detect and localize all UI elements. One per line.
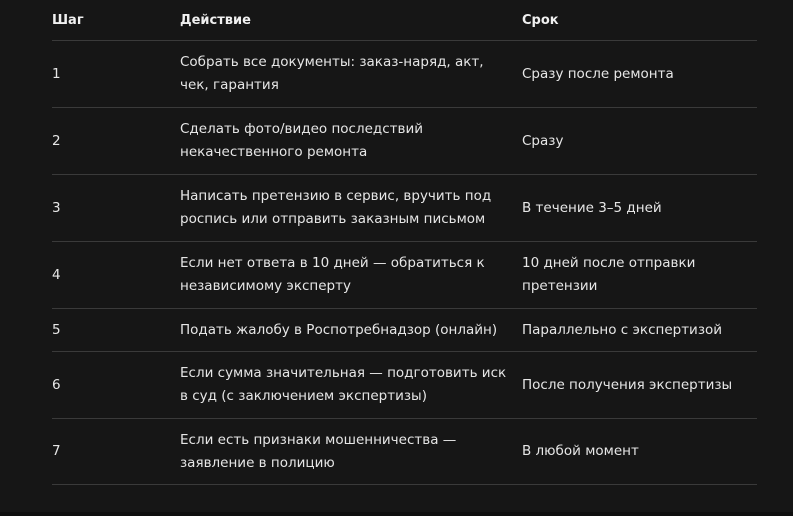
step-action: Если есть признаки мошенничества — заявление в полицию bbox=[180, 431, 457, 471]
step-number: 7 bbox=[52, 443, 61, 459]
step-term: Параллельно с экспертизой bbox=[522, 321, 723, 338]
table-row bbox=[52, 352, 757, 419]
header-term: Срок bbox=[522, 12, 559, 28]
step-term: В любой момент bbox=[522, 443, 639, 459]
bottom-edge bbox=[0, 512, 793, 516]
step-term: 10 дней после отправки претензии bbox=[522, 255, 696, 294]
step-action: Если нет ответа в 10 дней — обратиться к независимому эксперту bbox=[180, 255, 485, 294]
table-row bbox=[52, 419, 757, 485]
table-header-row bbox=[52, 0, 757, 41]
step-action: Написать претензию в сервис, вручить под роспись или отправить заказным письмом bbox=[180, 188, 492, 227]
step-action: Собрать все документы: заказ-наряд, акт, чек, гарантия bbox=[180, 54, 484, 93]
table-row bbox=[52, 175, 757, 242]
step-action: Если сумма значительная — подготовить иск в суд (с заключением экспертизы) bbox=[180, 365, 507, 404]
step-number: 6 bbox=[52, 376, 61, 393]
table-row bbox=[52, 309, 757, 352]
table-row bbox=[52, 41, 757, 108]
header-action: Действие bbox=[180, 12, 251, 28]
step-action: Сделать фото/видео последствий некачественного ремонта bbox=[180, 121, 424, 160]
step-term: После получения экспертизы bbox=[522, 376, 733, 393]
table-row bbox=[52, 108, 757, 175]
step-number: 4 bbox=[52, 266, 61, 283]
step-number: 5 bbox=[52, 321, 61, 338]
step-number: 3 bbox=[52, 199, 61, 216]
step-number: 1 bbox=[52, 65, 61, 82]
step-action: Подать жалобу в Роспотребнадзор (онлайн) bbox=[180, 321, 498, 338]
step-term: Сразу после ремонта bbox=[522, 65, 674, 82]
step-number: 2 bbox=[52, 132, 61, 149]
steps-table bbox=[52, 0, 757, 485]
step-term: Сразу bbox=[522, 132, 564, 149]
step-term: В течение 3–5 дней bbox=[522, 199, 662, 216]
header-step: Шаг bbox=[52, 12, 84, 28]
table-row bbox=[52, 242, 757, 309]
